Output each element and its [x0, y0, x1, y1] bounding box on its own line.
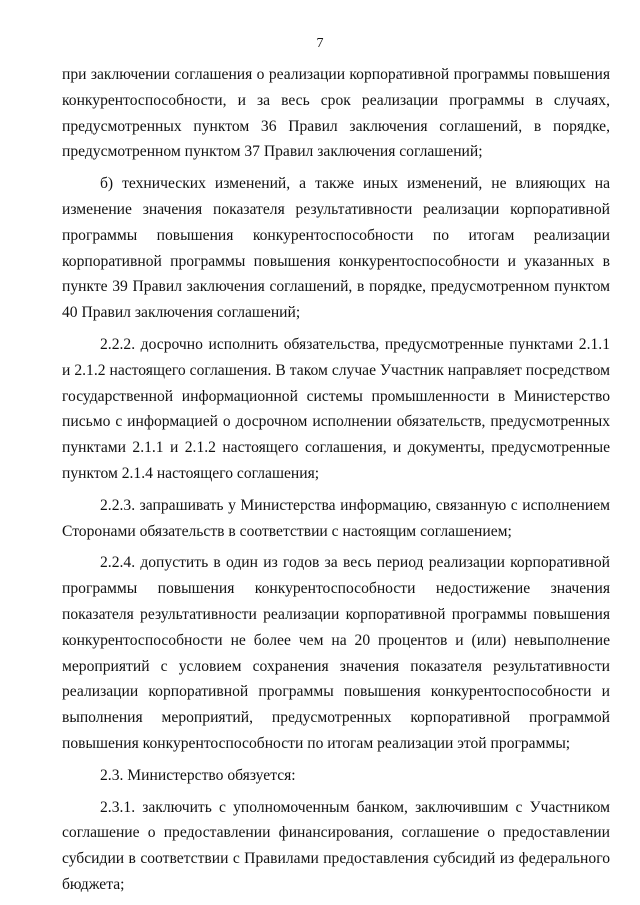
paragraph-2-2-4: 2.2.4. допустить в один из годов за весь период реализации корпоративной программы повышения конкурентоспособности недостижение значения показателя результативности реализации корпоративной программы повышения конкурентоспособности не более чем на 20 процентов и (или) невыполнение мероприятий с условием сохранения значения показателя результативности реализации корпоративной программы повышения конкурентоспособности и выполнения мероприятий, предусмотренных корпоративной программой повышения конкурентоспособности по итогам реализации этой программы;: [62, 554, 610, 752]
paragraph-2-2-3: 2.2.3. запрашивать у Министерства информацию, связанную с исполнением Сторонами обязательств в соответствии с настоящим соглашением;: [62, 496, 610, 540]
paragraph-2-3-1: 2.3.1. заключить с уполномоченным банком, заключившим с Участником соглашение о предоставлении финансирования, соглашение о предоставлении субсидии в соответствии с Правилами предоставления субсидий из федерального бюджета;: [62, 798, 610, 893]
paragraph-continuation: при заключении соглашения о реализации корпоративной программы повышения конкурентоспособности, и за весь срок реализации программы в случаях, предусмотренных пунктом 36 Правил заключения соглашений, в порядке, предусмотренном пунктом 37 Правил заключения соглашений;: [62, 66, 610, 161]
page-number: 7: [316, 36, 324, 51]
document-body: [62, 62, 610, 904]
paragraph-item-b: б) технических изменений, а также иных изменений, не влияющих на изменение значения показателя результативности реализации корпоративной программы повышения конкурентоспособности по итогам реализации корпоративной программы повышения конкурентоспособности и указанных в пункте 39 Правил заключения соглашений, в порядке, предусмотренном пунктом 40 Правил заключения соглашений;: [62, 175, 610, 322]
paragraph-2-3: 2.3. Министерство обязуется:: [100, 766, 296, 784]
paragraph-2-2-2: 2.2.2. досрочно исполнить обязательства, предусмотренные пунктами 2.1.1 и 2.1.2 настоящего соглашения. В таком случае Участник направляет посредством государственной информационной системы промышленности в Министерство письмо с информацией о досрочном исполнении обязательств, предусмотренных пунктами 2.1.1 и 2.1.2 настоящего соглашения, и документы, предусмотренные пунктом 2.1.4 настоящего соглашения;: [62, 335, 610, 482]
